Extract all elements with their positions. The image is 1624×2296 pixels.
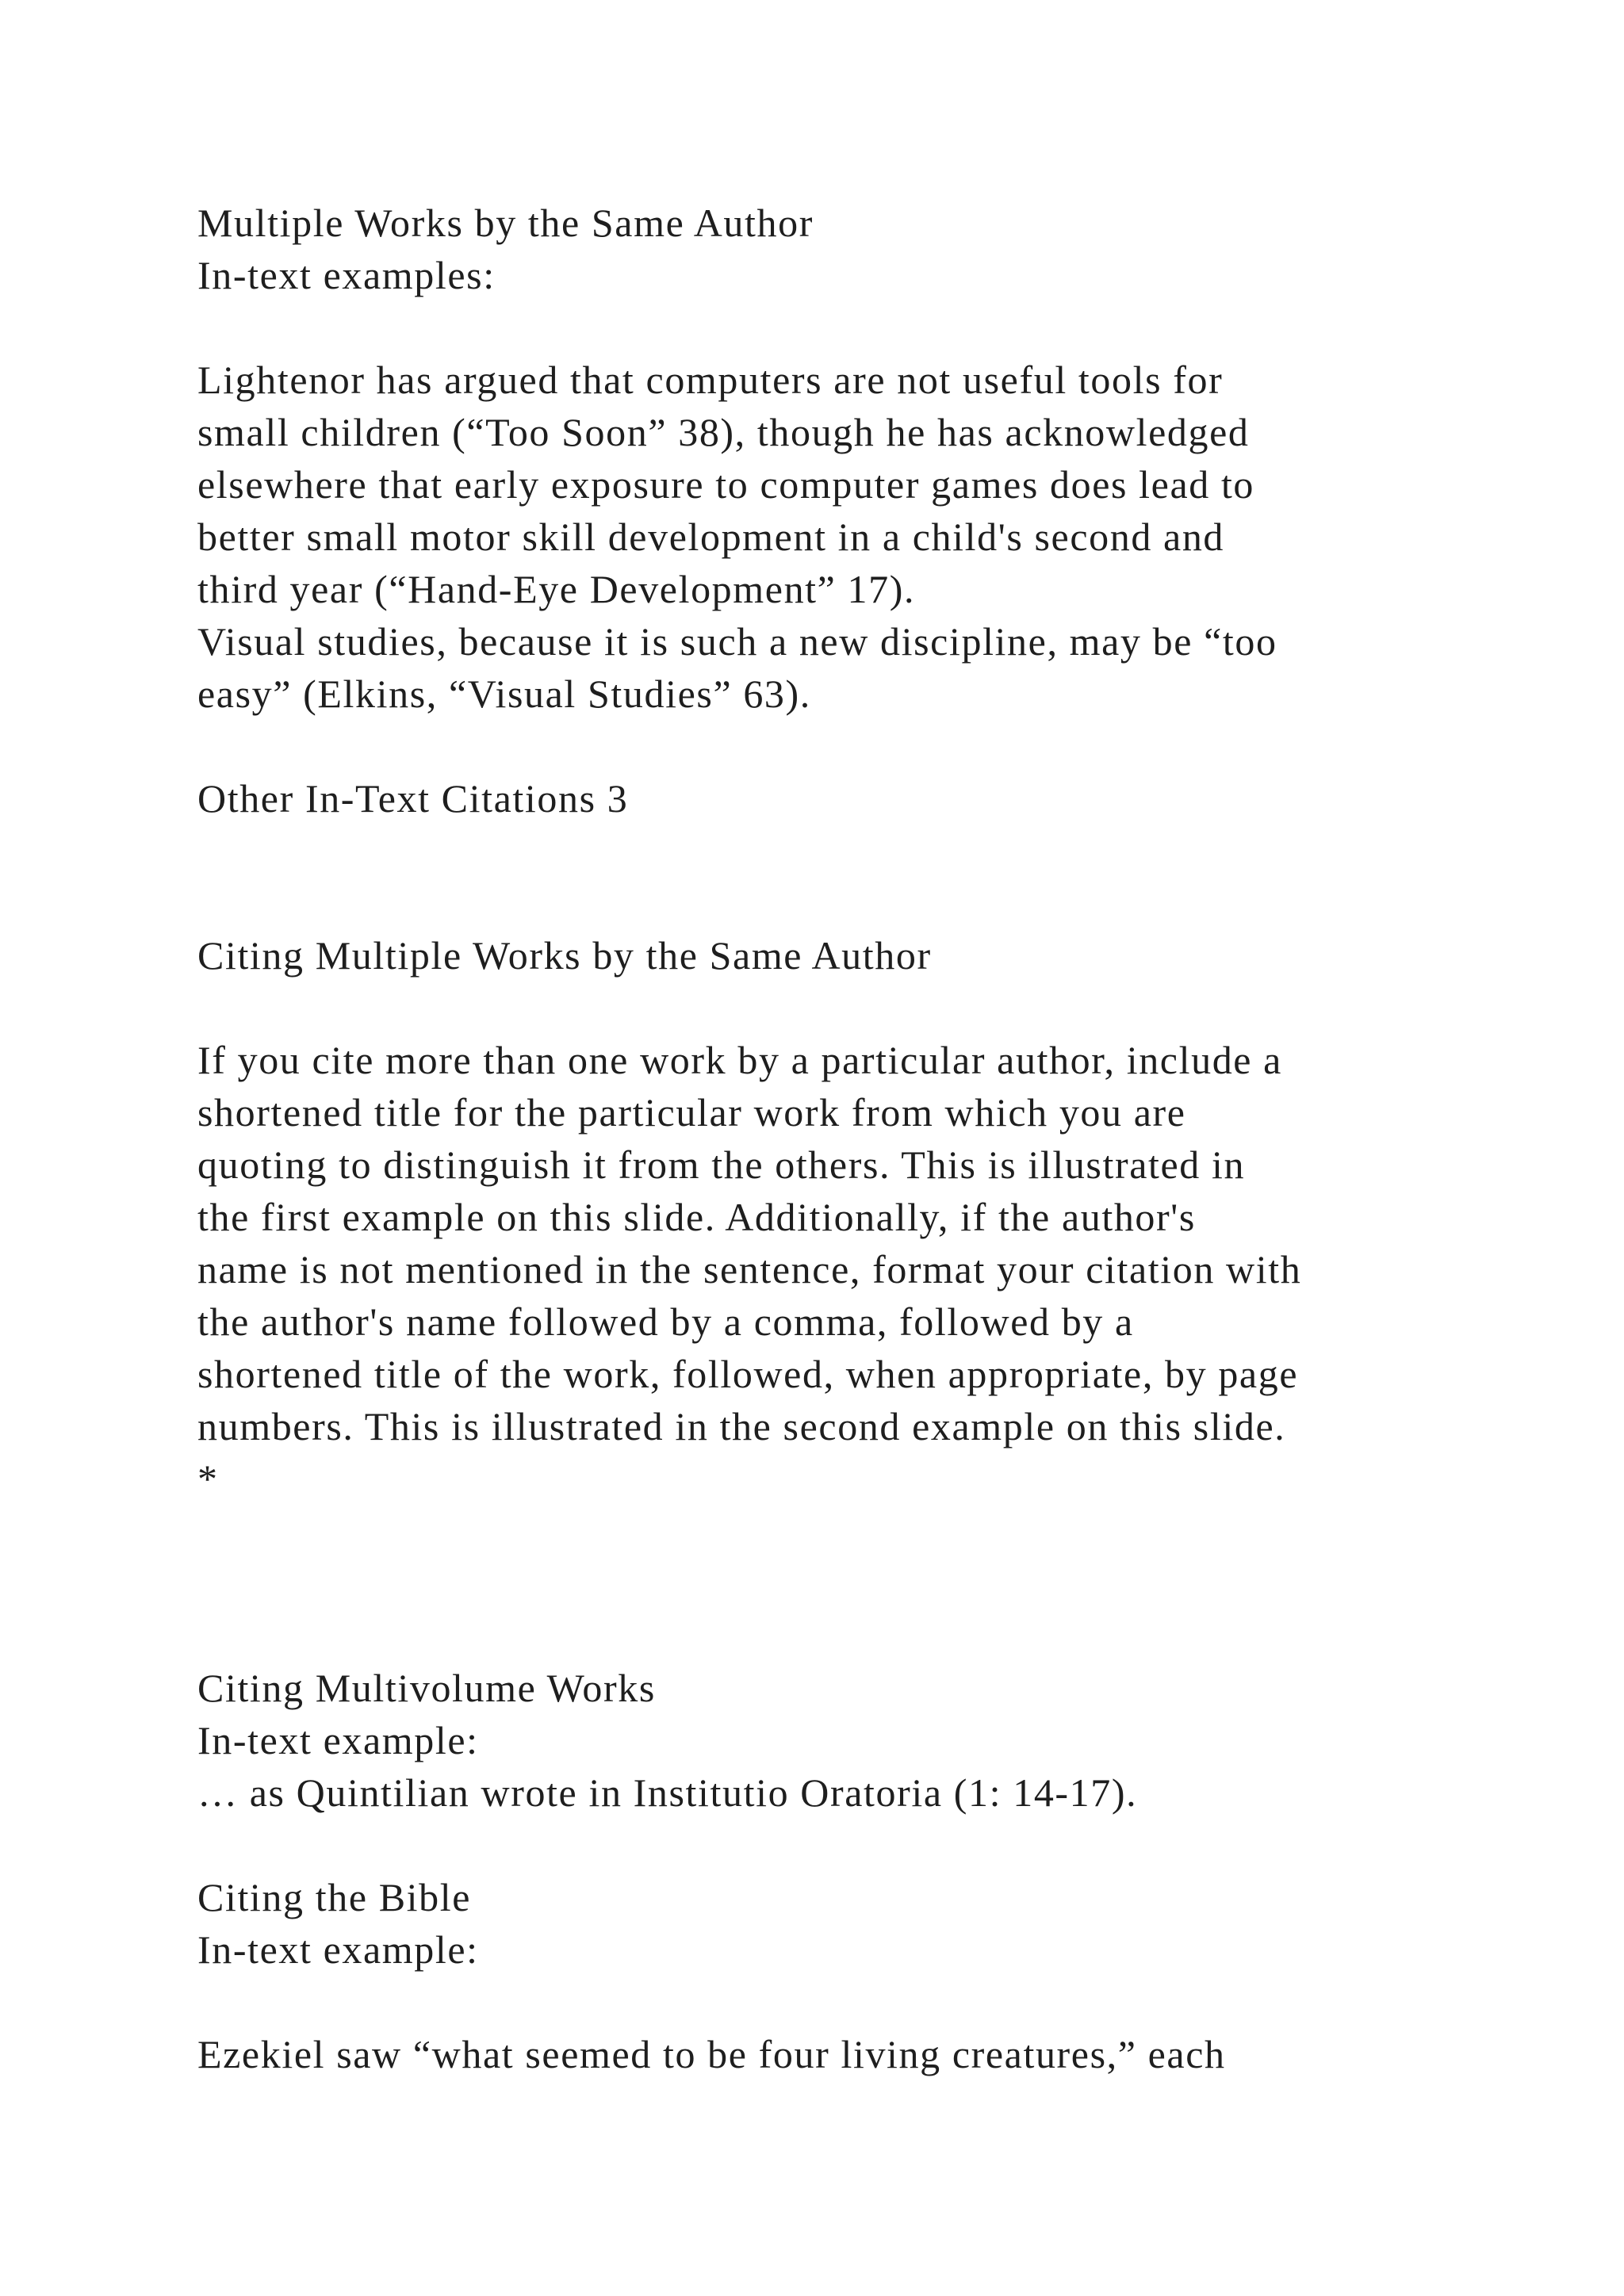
heading-citing-bible: Citing the Bible [197,1875,472,1919]
label-in-text-example: In-text example: [197,1718,479,1762]
label-in-text-examples: In-text examples: [197,253,496,297]
body-text-line: quoting to distinguish it from the others. This is illustrated in [197,1142,1246,1187]
body-text-line: numbers. This is illustrated in the second example on this slide. [197,1404,1286,1448]
slide-title-other-citations: Other In-Text Citations 3 [197,776,629,821]
example-text-line: elsewhere that early exposure to computer games does lead to [197,462,1255,507]
heading-citing-multiple-works: Citing Multiple Works by the Same Author [197,933,932,978]
example-text-line: Ezekiel saw “what seemed to be four living creatures,” each [197,2032,1226,2076]
asterisk-marker: * [197,1456,219,1501]
body-text-line: If you cite more than one work by a particular author, include a [197,1038,1282,1082]
body-text-line: the first example on this slide. Additionally, if the author's [197,1195,1196,1239]
example-text-line: third year (“Hand-Eye Development” 17). [197,567,916,611]
example-text-line: better small motor skill development in a child's second and [197,515,1225,559]
example-text-line: easy” (Elkins, “Visual Studies” 63). [197,672,811,716]
example-text-line: Lightenor has argued that computers are not useful tools for [197,358,1224,402]
body-text-line: shortened title for the particular work from which you are [197,1090,1186,1135]
heading-multiple-works: Multiple Works by the Same Author [197,201,814,245]
example-text-line: … as Quintilian wrote in Institutio Oratoria (1: 14-17). [197,1770,1138,1815]
body-text-line: shortened title of the work, followed, when appropriate, by page [197,1352,1299,1396]
body-text-line: name is not mentioned in the sentence, format your citation with [197,1247,1302,1292]
heading-citing-multivolume: Citing Multivolume Works [197,1666,656,1710]
example-text-line: Visual studies, because it is such a new discipline, may be “too [197,619,1277,664]
example-text-line: small children (“Too Soon” 38), though he has acknowledged [197,410,1250,454]
body-text-line: the author's name followed by a comma, followed by a [197,1299,1134,1344]
label-in-text-example: In-text example: [197,1927,479,1972]
